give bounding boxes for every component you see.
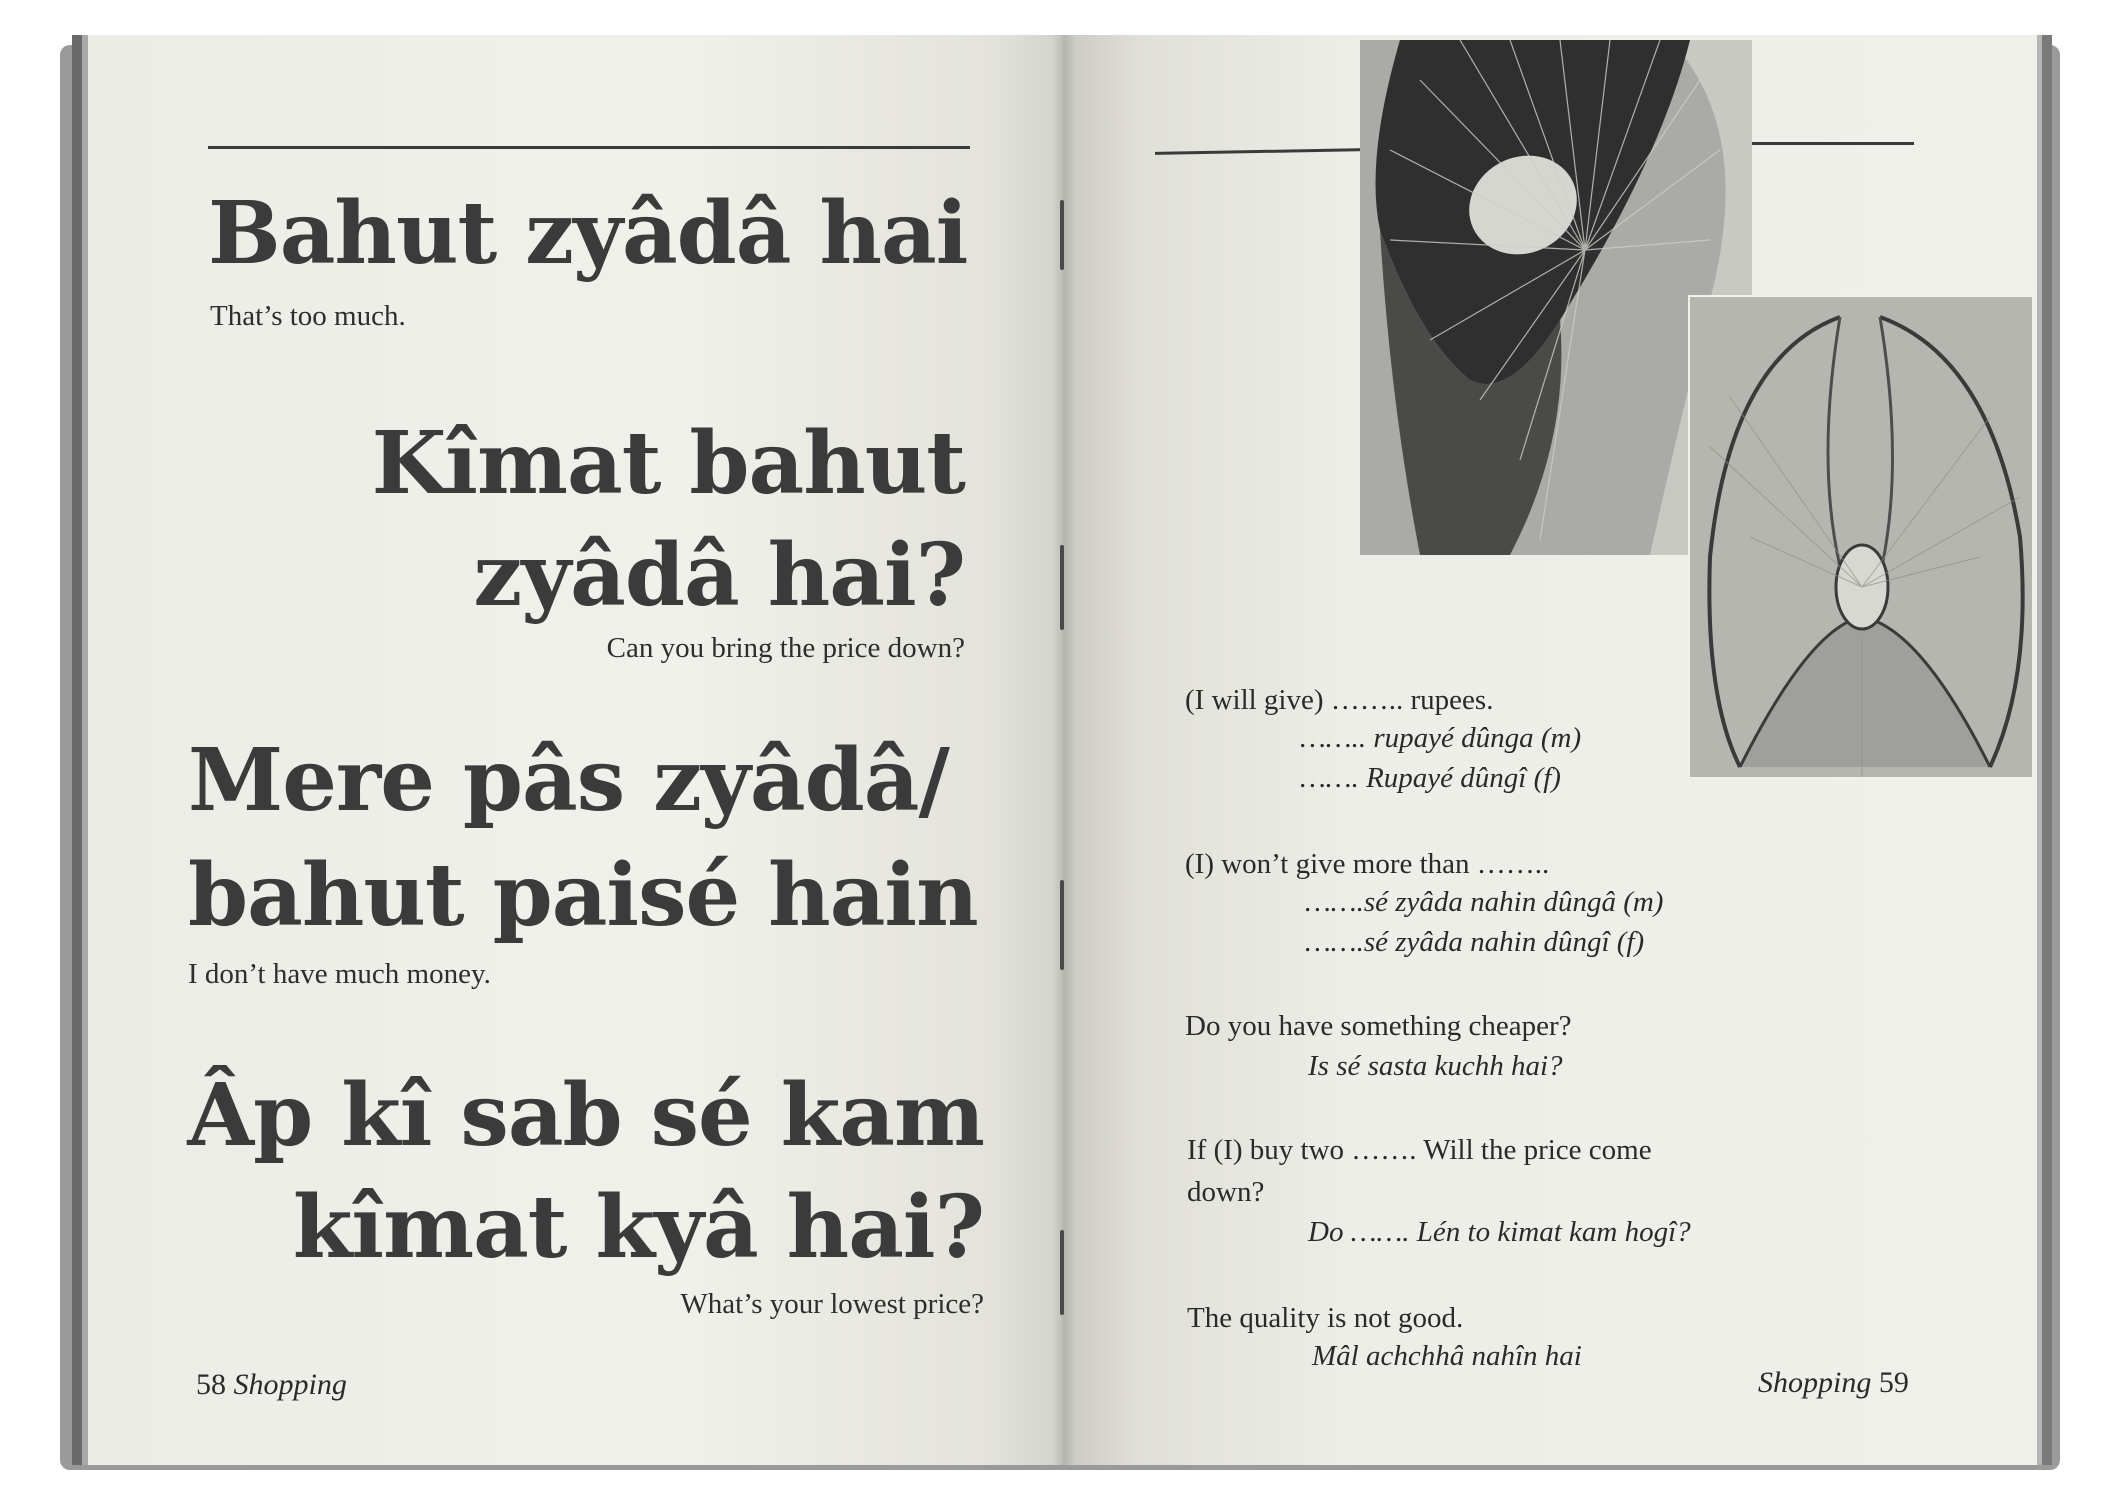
phrase-1-english: (I will give) …….. rupees. [1185, 684, 1494, 716]
translation-3: I don’t have much money. [188, 958, 491, 990]
phrase-2-hindi-f: …….sé zyâda nahin dûngî (f) [1305, 926, 1645, 958]
right-page-number: 59 [1878, 1366, 1909, 1399]
phrase-4-hindi: Do ……. Lén to kimat kam hogî? [1308, 1216, 1691, 1248]
phrase-1-hindi-m: …….. rupayé dûnga (m) [1300, 722, 1582, 754]
phrase-1-hindi-f: ……. Rupayé dûngî (f) [1300, 762, 1561, 794]
left-section-title: Shopping [233, 1368, 347, 1401]
right-folio [1758, 1366, 1909, 1400]
left-page-number: 58 [196, 1368, 226, 1401]
phrase-2-english: (I) won’t give more than …….. [1185, 848, 1550, 880]
gutter-shadow [1052, 35, 1076, 1465]
phrase-3-hindi: Is sé sasta kuchh hai? [1308, 1050, 1563, 1082]
left-folio [196, 1368, 347, 1402]
headline-1-line-1: Bahut zyâdâ hai [208, 183, 968, 284]
headline-4-line-1: Âp kî sab sé kam [187, 1065, 984, 1166]
headline-4-line-2: kîmat kyâ hai? [292, 1177, 984, 1278]
phrase-4-english-cont: down? [1187, 1176, 1265, 1208]
phrase-2-hindi-m: …….sé zyâda nahin dûngâ (m) [1305, 886, 1664, 918]
translation-2: Can you bring the price down? [606, 632, 965, 664]
headline-2-line-2: zyâdâ hai? [473, 525, 965, 626]
phrase-3-english: Do you have something cheaper? [1185, 1010, 1572, 1042]
phrase-5-hindi: Mâl achchhâ nahîn hai [1312, 1340, 1582, 1372]
left-top-rule [208, 146, 970, 149]
headline-3-line-2: bahut paisé hain [188, 845, 978, 946]
translation-4: What’s your lowest price? [680, 1288, 984, 1320]
binding-stitch [1060, 880, 1064, 970]
binding-stitch [1060, 200, 1064, 270]
curved-string-sculpture-photo [1688, 295, 2034, 779]
binding-stitch [1060, 545, 1064, 630]
sculpture-illustration-2 [1690, 297, 2032, 777]
right-section-title: Shopping [1758, 1366, 1872, 1399]
phrase-5-english: The quality is not good. [1187, 1302, 1464, 1334]
headline-2-line-1: Kîmat bahut [371, 413, 965, 514]
translation-1: That’s too much. [210, 300, 406, 332]
binding-stitch [1060, 1230, 1064, 1315]
right-top-rule-right [1752, 142, 1914, 145]
headline-3-line-1: Mere pâs zyâdâ/ [188, 730, 949, 831]
phrase-4-english: If (I) buy two ……. Will the price come [1187, 1134, 1652, 1166]
